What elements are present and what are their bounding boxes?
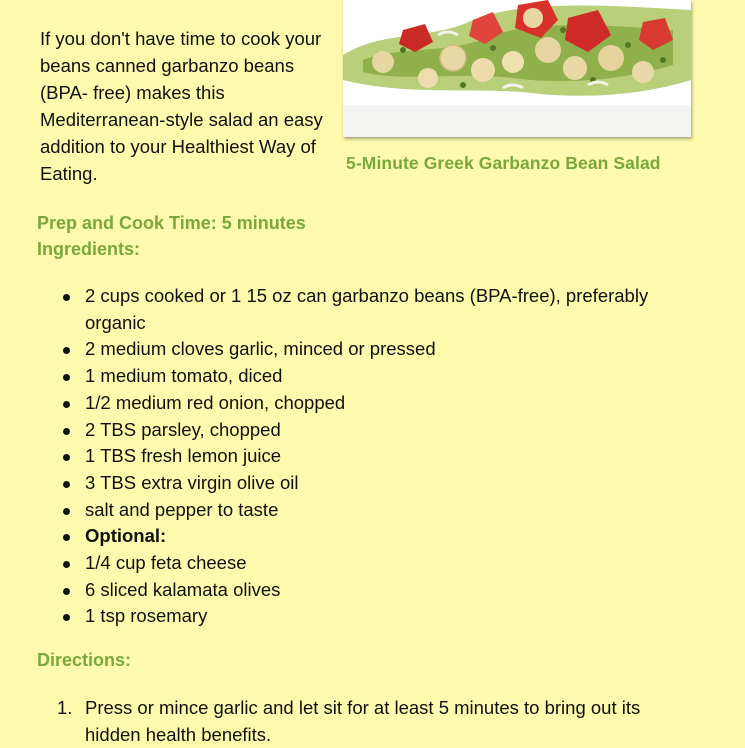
ingredient-item: 2 TBS parsley, chopped: [45, 417, 695, 444]
optional-heading: Optional:: [45, 523, 695, 550]
recipe-meta: [37, 210, 306, 262]
ingredient-item: salt and pepper to taste: [45, 497, 695, 524]
ingredients-list: [45, 283, 695, 630]
salad-photo: [343, 0, 691, 137]
ingredient-item: 1/4 cup feta cheese: [45, 550, 695, 577]
prep-time: Prep and Cook Time: 5 minutes: [37, 213, 306, 233]
salad-image: [343, 0, 691, 137]
ingredient-item: 2 medium cloves garlic, minced or pressed: [45, 336, 695, 363]
ingredient-item: 1 medium tomato, diced: [45, 363, 695, 390]
ingredient-item: 3 TBS extra virgin olive oil: [45, 470, 695, 497]
intro-paragraph: If you don't have time to cook your beans canned garbanzo beans (BPA- free) makes this Mediterranean-style salad an easy addition to your Healthiest Way of Eating.: [40, 28, 323, 184]
directions-heading: Directions:: [37, 650, 132, 670]
photo-caption: 5-Minute Greek Garbanzo Bean Salad: [346, 153, 661, 173]
ingredients-heading: Ingredients:: [37, 239, 141, 259]
ingredient-item: 1/2 medium red onion, chopped: [45, 390, 695, 417]
direction-step: [45, 695, 695, 748]
directions-list: [45, 695, 695, 748]
step-number: 1.: [57, 697, 73, 718]
step-text: Press or mince garlic and let sit for at least 5 minutes to bring out its hidden health benefits.: [85, 697, 641, 745]
ingredient-item: 1 TBS fresh lemon juice: [45, 443, 695, 470]
ingredient-item: 1 tsp rosemary: [45, 603, 695, 630]
ingredient-item: 6 sliced kalamata olives: [45, 577, 695, 604]
ingredient-item: 2 cups cooked or 1 15 oz can garbanzo beans (BPA-free), preferably organic: [45, 283, 695, 336]
